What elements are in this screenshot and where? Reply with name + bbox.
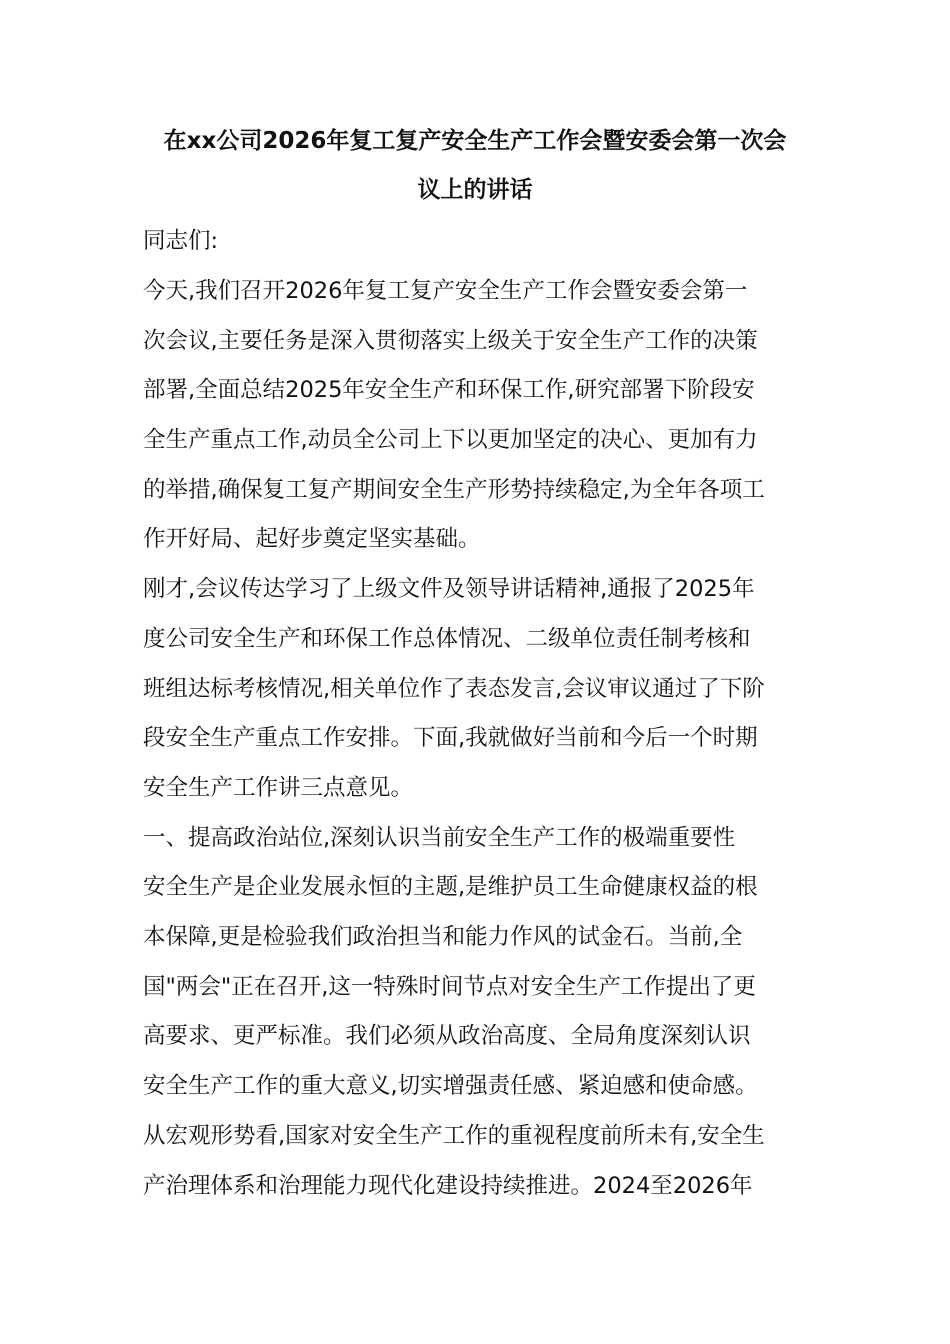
body-line: 高要求、更严标准。我们必须从政治高度、全局角度深刻认识 bbox=[143, 1023, 751, 1049]
body-line: 今天,我们召开2026年复工复产安全生产工作会暨安委会第一 bbox=[143, 278, 748, 304]
section-heading-1: 一、提高政治站位,深刻认识当前安全生产工作的极端重要性 bbox=[143, 825, 736, 851]
body-line: 本保障,更是检验我们政治担当和能力作风的试金石。当前,全 bbox=[143, 924, 743, 950]
body-line: 产治理体系和治理能力现代化建设持续推进。2024至2026年 bbox=[143, 1173, 753, 1199]
salutation: 同志们: bbox=[143, 228, 219, 254]
body-line: 从宏观形势看,国家对安全生产工作的重视程度前所未有,安全生 bbox=[143, 1123, 765, 1149]
body-line: 的举措,确保复工复产期间安全生产形势持续稳定,为全年各项工 bbox=[143, 477, 765, 503]
body-line: 安全生产是企业发展永恒的主题,是维护员工生命健康权益的根 bbox=[143, 874, 758, 900]
body-line: 班组达标考核情况,相关单位作了表态发言,会议审议通过了下阶 bbox=[143, 676, 765, 702]
body-line: 刚才,会议传达学习了上级文件及领导讲话精神,通报了2025年 bbox=[143, 576, 755, 602]
body-line: 作开好局、起好步奠定坚实基础。 bbox=[143, 526, 481, 552]
body-line: 安全生产工作的重大意义,切实增强责任感、紧迫感和使命感。 bbox=[143, 1073, 758, 1099]
body-line: 部署,全面总结2025年安全生产和环保工作,研究部署下阶段安 bbox=[143, 377, 755, 403]
body-line: 全生产重点工作,动员全公司上下以更加坚定的决心、更加有力 bbox=[143, 427, 758, 453]
body-line: 度公司安全生产和环保工作总体情况、二级单位责任制考核和 bbox=[143, 626, 751, 652]
body-line: 次会议,主要任务是深入贯彻落实上级关于安全生产工作的决策 bbox=[143, 328, 758, 354]
document-title-line-2: 议上的讲话 bbox=[417, 177, 533, 203]
body-line: 安全生产工作讲三点意见。 bbox=[143, 775, 414, 801]
document-title-line-1: 在xx公司2026年复工复产安全生产工作会暨安委会第一次会 bbox=[163, 128, 787, 154]
body-line: 国"两会"正在召开,这一特殊时间节点对安全生产工作提出了更 bbox=[143, 974, 756, 1000]
body-line: 段安全生产重点工作安排。下面,我就做好当前和今后一个时期 bbox=[143, 725, 758, 751]
